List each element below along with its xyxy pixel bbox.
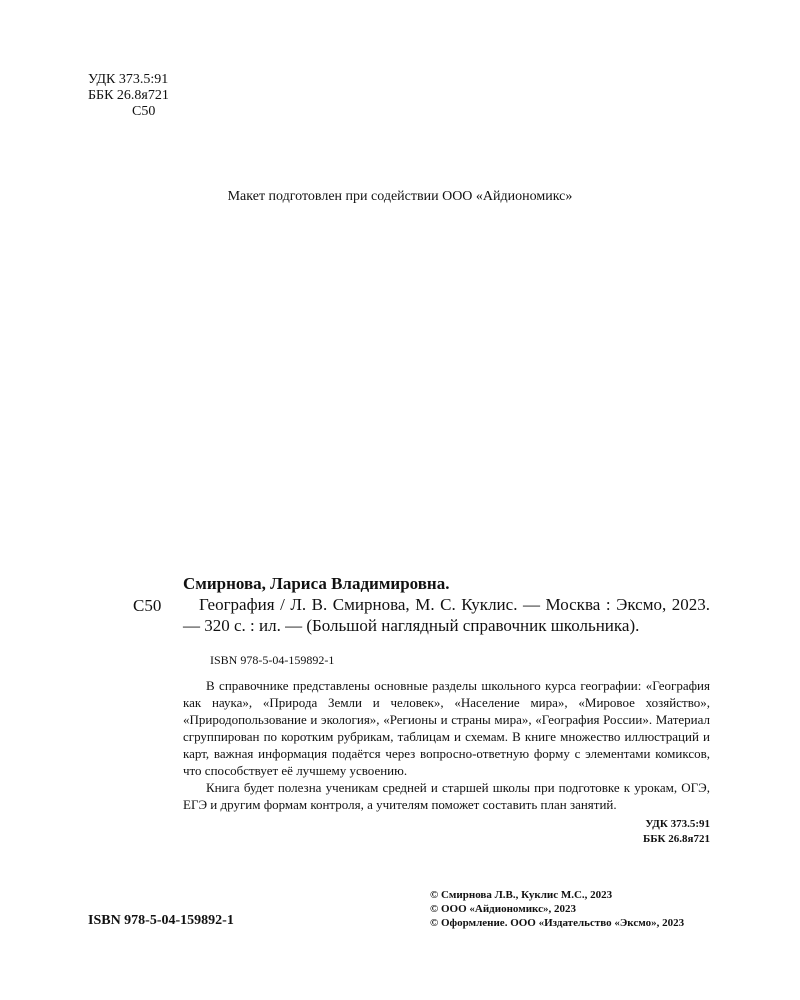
copyright-line: © Оформление. ООО «Издательство «Эксмо», 2023 <box>430 917 685 929</box>
annotation-paragraph: Книга будет полезна ученикам средней и старшей школы при подготовке к урокам, ОГЭ, ЕГЭ и другим формам контроля, а учителям поможет составить план занятий. <box>183 780 710 812</box>
author-mark: С50 <box>132 104 156 119</box>
copyright-line: © Смирнова Л.В., Куклис М.С., 2023 <box>430 889 613 901</box>
classification-codes <box>88 72 169 120</box>
catalog-card-bbk: ББК 26.8я721 <box>643 833 710 845</box>
bbk-code: ББК 26.8я721 <box>88 88 169 103</box>
catalog-card-codes <box>560 817 710 847</box>
annotation-paragraph: В справочнике представлены основные разделы школьного курса географии: «География как наука», «Природа Земли и человек», «Население мира», «Мировое хозяйство», «Природопользование и экология», «Регионы и страны мира», «География России». Материал сгруппирован по коротким рубрикам, таблицам и схемам. В книге множество иллюстраций и карт, важная информация подаётся через вопросно-ответную форму с элементами комиксов, что способствует её лучшему усвоению. <box>183 678 710 778</box>
maket-note: Макет подготовлен при содействии ООО «Айдиономикс» <box>227 189 573 204</box>
catalog-card-author-mark: С50 <box>133 596 162 615</box>
isbn-main: ISBN 978-5-04-159892-1 <box>88 913 234 928</box>
catalog-card-description: География / Л. В. Смирнова, М. С. Куклис. — Москва : Эксмо, 2023. — 320 с. : ил. — (Большой наглядный справочник школьника). <box>183 595 710 635</box>
catalog-card-author: Смирнова, Лариса Владимировна. <box>183 574 450 593</box>
copyright-line: © ООО «Айдиономикс», 2023 <box>430 903 576 915</box>
udk-code: УДК 373.5:91 <box>88 72 169 87</box>
copyright-block <box>430 888 684 930</box>
catalog-card-udk: УДК 373.5:91 <box>645 818 710 830</box>
catalog-card-annotation <box>183 677 710 813</box>
catalog-card-isbn: ISBN 978-5-04-159892-1 <box>210 653 335 667</box>
